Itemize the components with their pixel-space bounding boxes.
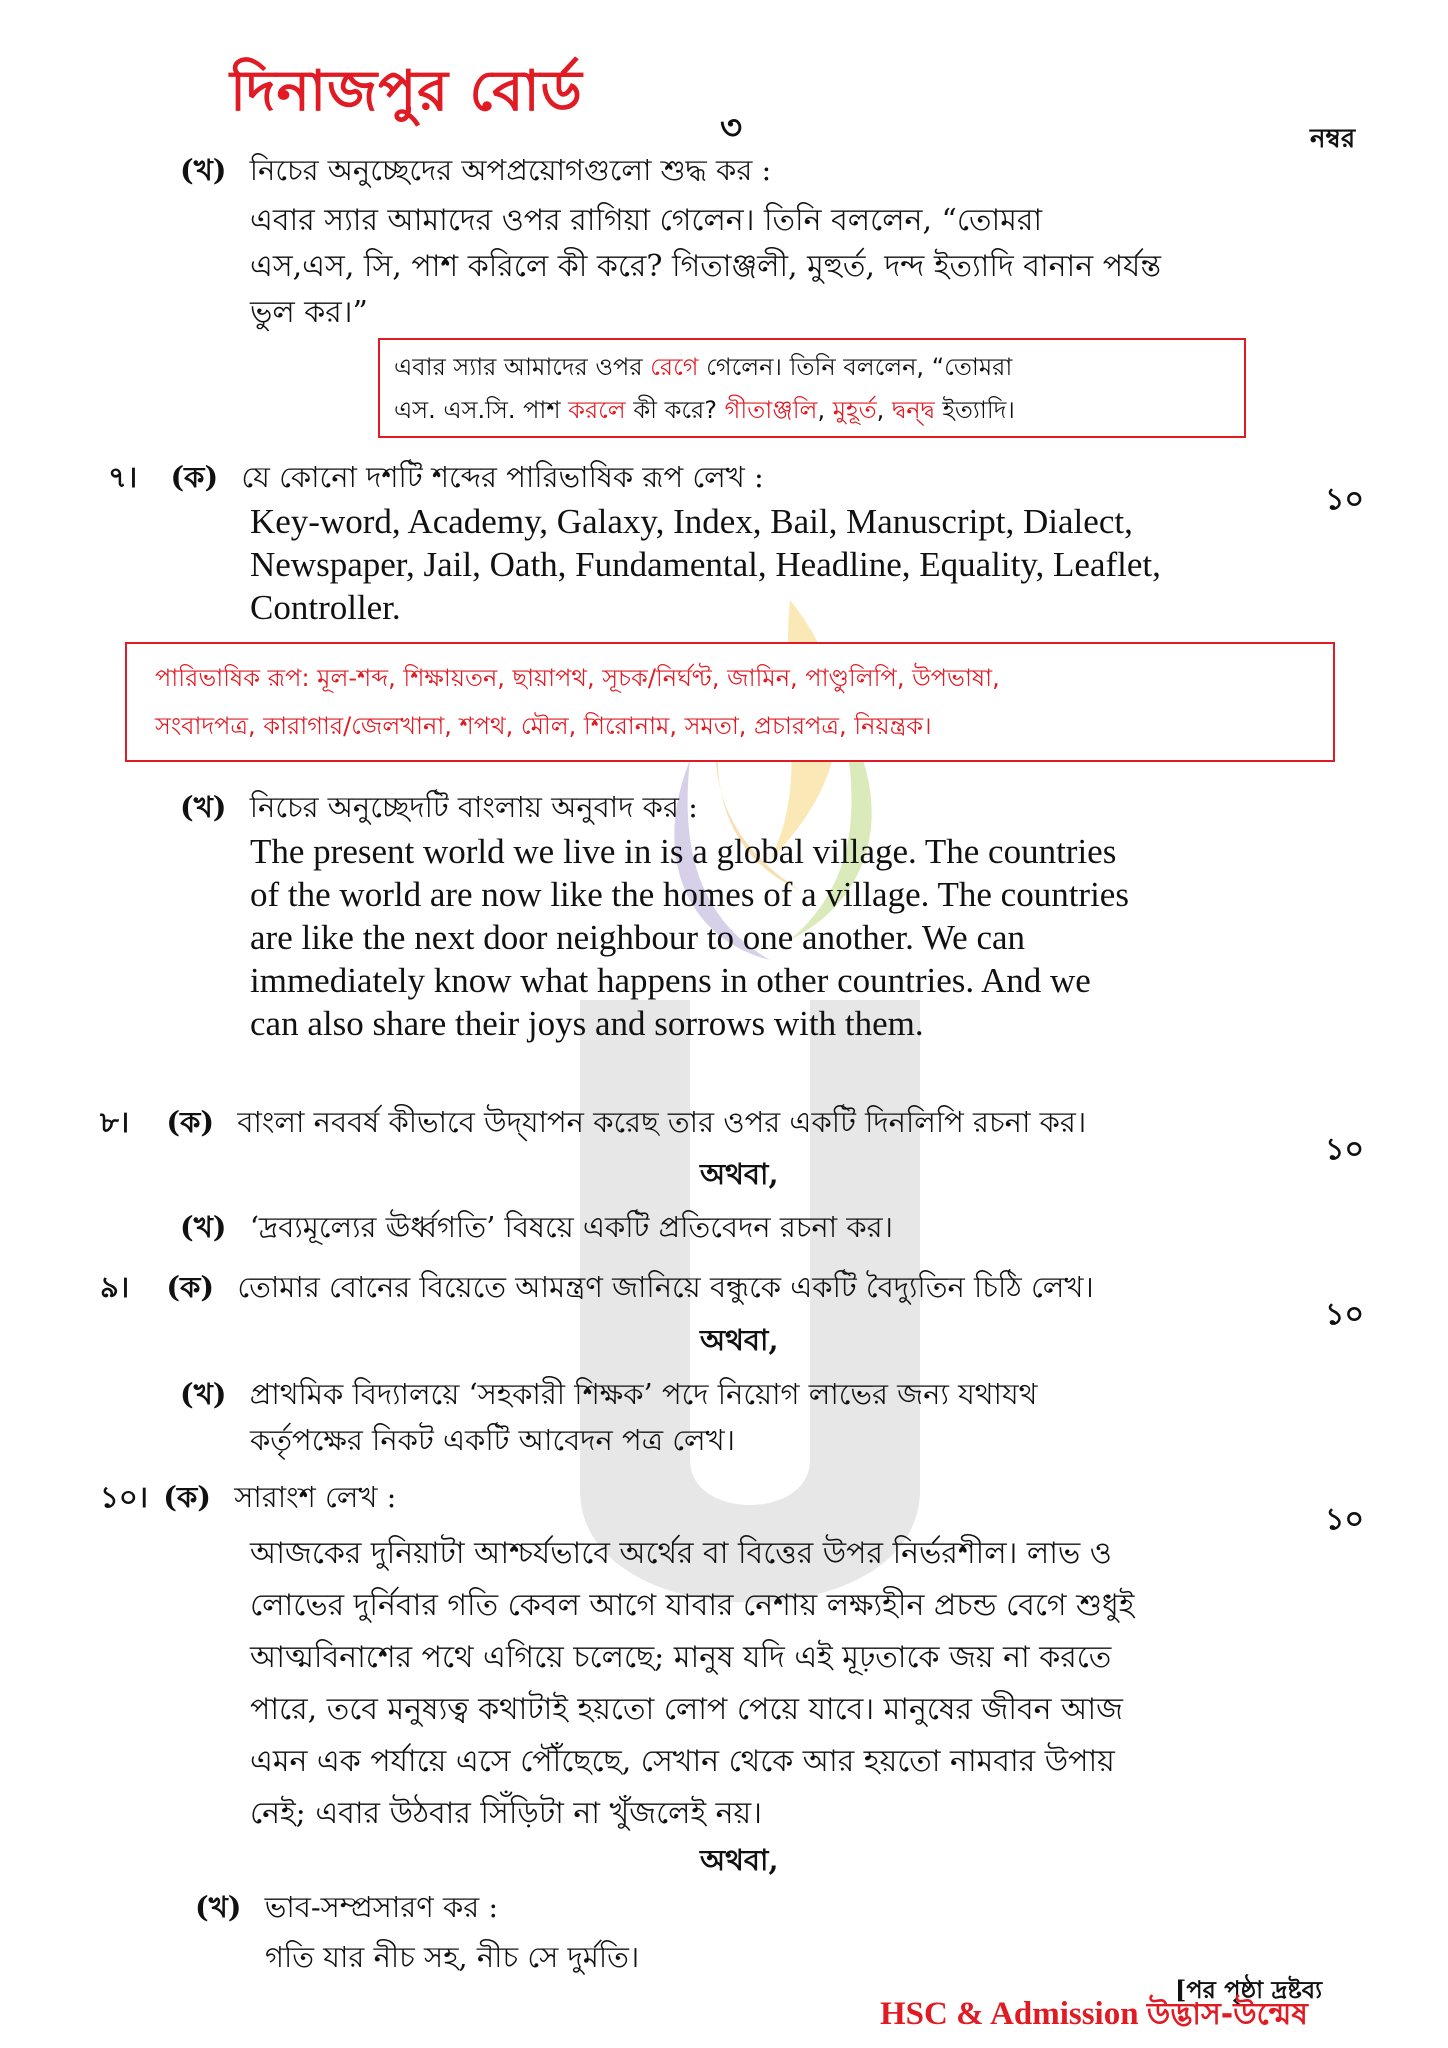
answer-correction: রেগে <box>650 353 699 381</box>
q8-kha-text: ‘দ্রব্যমূল্যের ঊর্ধ্বগতি’ বিষয়ে একটি প্রতিবেদন রচনা কর। <box>249 1210 893 1244</box>
footer-text-en: HSC & Admission <box>880 1996 1147 2032</box>
answer-text: , <box>876 396 892 424</box>
answer-correction: গীতাঞ্জলি <box>724 396 818 424</box>
q7-ka-instruction: যে কোনো দশটি শব্দের পারিভাষিক রূপ লেখ : <box>241 460 764 494</box>
q7-kha-row <box>180 785 698 834</box>
answer-text: এস. এস.সি. পাশ <box>394 396 569 424</box>
q9-number: ৯। <box>100 1270 130 1304</box>
q8-ka-text: বাংলা নববর্ষ কীভাবে উদ্‌যাপন করেছ তার ওপর একটি দিনলিপি রচনা কর। <box>237 1105 1087 1139</box>
footer-brand <box>880 1990 1308 2041</box>
passage-line: লোভের দুর্নিবার গতি কেবল আগে যাবার নেশায় লক্ষ্যহীন প্রচন্ড বেগে শুধুই <box>250 1588 1135 1623</box>
answer-text: এবার স্যার আমাদের ওপর <box>394 353 651 381</box>
q6-kha-line: ভুল কর।” <box>250 295 368 330</box>
q8-marks: ১০ <box>1325 1132 1364 1167</box>
q10-kha-text: গতি যার নীচ সহ, নীচ সে দুর্মতি। <box>265 1940 640 1974</box>
q10-marks: ১০ <box>1325 1502 1364 1537</box>
passage-line: immediately know what happens in other countries. And we <box>250 961 1091 1000</box>
page-number: ৩ <box>720 108 743 148</box>
next-page-note: [পর পৃষ্ঠা দ্রষ্টব্য <box>1175 1975 1323 2004</box>
q8-ka-label: (ক) <box>166 1105 215 1139</box>
q10-number: ১০। <box>100 1480 149 1514</box>
q7-answer-box <box>125 642 1335 762</box>
q10-kha-label: (খ) <box>195 1890 242 1924</box>
passage-line: নেই; এবার উঠবার সিঁড়িটা না খুঁজলেই নয়। <box>250 1796 762 1831</box>
q6-kha-instruction: নিচের অনুচ্ছেদের অপপ্রয়োগগুলো শুদ্ধ কর : <box>249 153 772 187</box>
answer-correction: দ্বন্দ্ব <box>891 396 935 424</box>
q9-ka-text: তোমার বোনের বিয়েতে আমন্ত্রণ জানিয়ে বন্ধুকে একটি বৈদ্যুতিন চিঠি লেখ। <box>237 1270 1094 1304</box>
passage-line: আত্মবিনাশের পথে এগিয়ে চলেছে; মানুষ যদি এই মূঢ়তাকে জয় না করতে <box>250 1640 1112 1675</box>
passage-line: are like the next door neighbour to one another. We can <box>250 918 1026 957</box>
passage-line: আজকের দুনিয়াটা আশ্চর্যভাবে অর্থের বা বিত্তের উপর নির্ভরশীল। লাভ ও <box>250 1536 1112 1571</box>
q10-ka-label: (ক) <box>163 1480 211 1514</box>
q9-kha-line: প্রাথমিক বিদ্যালয়ে ‘সহকারী শিক্ষক’ পদে নিয়োগ লাভের জন্য যথাযথ <box>249 1377 1038 1411</box>
passage-line: The present world we live in is a global village. The countries <box>250 832 1117 871</box>
q6-kha-line: এস,এস, সি, পাশ করিলে কী করে? গিতাঞ্জলী, মুহুর্ত, দন্দ ইত্যাদি বানান পর্যন্ত <box>250 249 1162 284</box>
q8-ka-row <box>100 1100 1086 1149</box>
q7-kha-label: (খ) <box>180 790 227 824</box>
q6-kha-paragraph <box>250 198 1250 336</box>
q7-ka-label: (ক) <box>170 460 219 494</box>
answer-text: , <box>817 396 833 424</box>
q10-or: অথবা, <box>700 1843 779 1877</box>
q7-english-passage <box>250 830 1260 1045</box>
word-list-line: Controller. <box>250 588 401 627</box>
q7-word-list <box>250 500 1260 629</box>
q10-summary-passage <box>250 1528 1260 1840</box>
answer-text: গেলেন। তিনি বললেন, “তোমরা <box>698 353 1013 381</box>
passage-line: of the world are now like the homes of a village. The countries <box>250 875 1129 914</box>
board-title: দিনাজপুর বোর্ড <box>230 59 583 124</box>
q9-kha-line: কর্তৃপক্ষের নিকট একটি আবেদন পত্র লেখ। <box>250 1423 736 1457</box>
q8-kha-row <box>180 1205 893 1254</box>
q6-kha-label: (খ) <box>180 153 227 187</box>
word-list-line: Key-word, Academy, Galaxy, Index, Bail, Manuscript, Dialect, <box>250 502 1133 541</box>
answer-text: কী করে? <box>625 396 725 424</box>
answer-line: পারিভাষিক রূপ: মূল-শব্দ, শিক্ষায়তন, ছায়াপথ, সূচক/নির্ঘণ্ট, জামিন, পাণ্ডুলিপি, উপভাষা, <box>155 664 1000 692</box>
q7-ka-row <box>108 455 764 504</box>
q8-number: ৮। <box>100 1105 130 1139</box>
q9-kha-label: (খ) <box>180 1377 227 1411</box>
q10-kha-row <box>195 1885 498 1934</box>
q6-kha-line: এবার স্যার আমাদের ওপর রাগিয়া গেলেন। তিনি বললেন, “তোমরা <box>250 203 1043 238</box>
q6-answer-box <box>378 338 1246 438</box>
word-list-line: Newspaper, Jail, Oath, Fundamental, Headline, Equality, Leaflet, <box>250 545 1161 584</box>
passage-line: can also share their joys and sorrows with them. <box>250 1004 924 1043</box>
q10-kha-instruction: ভাব-সম্প্রসারণ কর : <box>264 1890 499 1924</box>
q8-or: অথবা, <box>700 1157 779 1191</box>
q10-ka-row <box>100 1475 396 1524</box>
q6-kha-row <box>180 148 771 197</box>
q7-marks: ১০ <box>1325 482 1364 517</box>
q8-kha-label: (খ) <box>180 1210 227 1244</box>
passage-line: পারে, তবে মনুষ্যত্ব কথাটাই হয়তো লোপ পেয়ে যাবে। মানুষের জীবন আজ <box>250 1692 1123 1727</box>
footer-text-bn: উদ্ভাস-উন্মেষ <box>1146 1997 1308 2032</box>
q7-number: ৭। <box>108 460 138 494</box>
passage-line: এমন এক পর্যায়ে এসে পৌঁছেছে, সেখান থেকে আর হয়তো নামবার উপায় <box>250 1744 1115 1779</box>
answer-line: সংবাদপত্র, কারাগার/জেলখানা, শপথ, মৌল, শিরোনাম, সমতা, প্রচারপত্র, নিয়ন্ত্রক। <box>155 712 932 740</box>
q9-ka-row <box>100 1265 1094 1314</box>
q9-or: অথবা, <box>700 1323 779 1357</box>
answer-line <box>394 389 1230 432</box>
q7-kha-instruction: নিচের অনুচ্ছেদটি বাংলায় অনুবাদ কর : <box>249 790 698 824</box>
answer-text: ইত্যাদি। <box>934 396 1015 424</box>
q9-kha-row <box>180 1372 1037 1421</box>
marks-column-header: নম্বর <box>1310 124 1356 154</box>
q9-marks: ১০ <box>1325 1297 1364 1332</box>
answer-line <box>394 346 1230 389</box>
q9-ka-label: (ক) <box>166 1270 215 1304</box>
answer-correction: মুহূর্ত <box>832 396 877 424</box>
q10-ka-instruction: সারাংশ লেখ : <box>234 1480 397 1514</box>
answer-correction: করলে <box>568 396 626 424</box>
